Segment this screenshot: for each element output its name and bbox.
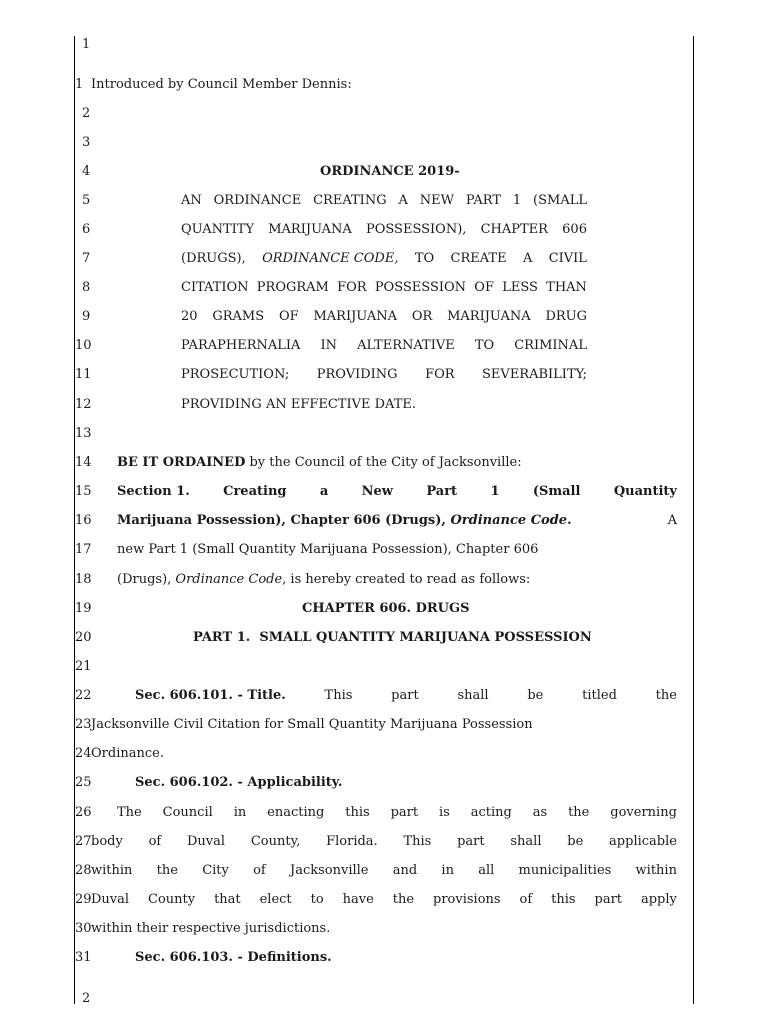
sec102-line xyxy=(91,891,677,909)
word: City xyxy=(202,863,229,878)
word: as xyxy=(532,805,548,820)
line-number: 2 xyxy=(82,106,91,121)
word: FOR xyxy=(337,280,367,295)
word: IN xyxy=(320,338,337,353)
line-number: 20 xyxy=(75,630,92,645)
word: GRAMS xyxy=(212,309,265,324)
doc-line xyxy=(75,774,677,792)
section-heading: Sec. 606.103. - Definitions. xyxy=(135,950,332,965)
word: County xyxy=(148,892,196,907)
text: , is hereby created to read as follows: xyxy=(282,572,531,587)
word: DRUG xyxy=(545,309,587,324)
word: CITATION xyxy=(181,280,249,295)
word: of xyxy=(519,892,533,907)
caption-line xyxy=(181,337,587,355)
word: PROSECUTION; xyxy=(181,367,290,382)
word: that xyxy=(214,892,241,907)
word: OF xyxy=(278,309,299,324)
word: within xyxy=(635,863,677,878)
word: CREATE xyxy=(450,251,507,266)
word: OF xyxy=(474,280,494,295)
caption-line xyxy=(181,221,587,239)
word: 1 xyxy=(490,484,500,499)
word: this xyxy=(345,805,370,820)
word: in xyxy=(233,805,247,820)
right-margin-line xyxy=(693,36,694,1004)
word: be xyxy=(567,834,584,849)
word: Part xyxy=(426,484,458,499)
word: elect xyxy=(259,892,292,907)
word: the xyxy=(156,863,178,878)
line-number: 10 xyxy=(75,338,92,353)
word: CRIMINAL xyxy=(514,338,587,353)
sec101-body: Jacksonville Civil Citation for Small Quantity Marijuana Possession xyxy=(91,717,533,732)
word: PARAPHERNALIA xyxy=(181,338,301,353)
line-number: 31 xyxy=(75,950,92,965)
word: CREATING xyxy=(313,193,387,208)
doc-line xyxy=(75,76,677,94)
word: and xyxy=(392,863,418,878)
doc-line xyxy=(75,192,677,210)
line-number: 5 xyxy=(82,193,91,208)
doc-line xyxy=(75,308,677,326)
introduced-by: Introduced by Council Member Dennis: xyxy=(91,77,352,92)
word: be xyxy=(527,688,544,703)
line-number: 28 xyxy=(75,863,92,878)
word: SEVERABILITY; xyxy=(482,367,587,382)
line-number: 19 xyxy=(75,601,92,616)
word: THAN xyxy=(546,280,587,295)
word: of xyxy=(148,834,162,849)
caption-line xyxy=(181,250,587,268)
enacting-clause xyxy=(117,454,522,472)
word: 606 xyxy=(562,222,587,237)
doc-line xyxy=(75,833,677,851)
word: Jacksonville xyxy=(289,863,369,878)
word: part xyxy=(391,688,419,703)
line-number: 13 xyxy=(75,426,92,441)
word: PROVIDING xyxy=(316,367,398,382)
line-number: 25 xyxy=(75,775,92,790)
sec101-body: Ordinance. xyxy=(91,746,164,761)
word: the xyxy=(568,805,590,820)
enacting-rest: by the Council of the City of Jacksonville: xyxy=(245,455,522,470)
word: (Small xyxy=(532,484,581,499)
line-number: 18 xyxy=(75,572,92,587)
word: provisions xyxy=(433,892,501,907)
word: a xyxy=(319,484,329,499)
word: PROGRAM xyxy=(256,280,329,295)
word: Florida. xyxy=(326,834,378,849)
word: MARIJUANA xyxy=(268,222,352,237)
word: part xyxy=(457,834,485,849)
doc-line xyxy=(75,949,677,967)
line-number: 8 xyxy=(82,280,91,295)
word: A xyxy=(398,193,408,208)
line-number: 11 xyxy=(75,367,92,382)
word: within xyxy=(91,863,133,878)
word: shall xyxy=(510,834,542,849)
word: ORDINANCE xyxy=(213,193,302,208)
word: (SMALL xyxy=(533,193,587,208)
doc-line xyxy=(75,571,677,589)
doc-line xyxy=(75,279,677,297)
sec102-body: within their respective jurisdictions. xyxy=(91,921,331,936)
line-number: 26 xyxy=(75,805,92,820)
word: QUANTITY xyxy=(181,222,255,237)
line-number: 22 xyxy=(75,688,92,703)
word: LESS xyxy=(502,280,538,295)
doc-line xyxy=(75,716,677,734)
part-heading: PART 1. SMALL QUANTITY MARIJUANA POSSESSION xyxy=(193,630,592,645)
word: to xyxy=(310,892,324,907)
line-number: 7 xyxy=(82,251,91,266)
word: 1 xyxy=(512,193,522,208)
word: CIVIL xyxy=(548,251,587,266)
line-number: 30 xyxy=(75,921,92,936)
word: this xyxy=(551,892,576,907)
line-number: 1 xyxy=(75,77,84,92)
word: AN xyxy=(181,193,202,208)
doc-line xyxy=(75,658,677,676)
doc-line xyxy=(75,687,677,705)
doc-line xyxy=(75,600,677,618)
line-number: 4 xyxy=(82,164,91,179)
caption-line xyxy=(181,279,587,297)
word: FOR xyxy=(425,367,455,382)
page-number-top: 1 xyxy=(82,37,91,52)
section1-body: new Part 1 (Small Quantity Marijuana Possession), Chapter 606 xyxy=(117,542,539,557)
doc-line xyxy=(75,541,677,559)
word: apply xyxy=(640,892,677,907)
doc-line xyxy=(75,804,677,822)
word: This xyxy=(324,688,353,703)
word: New xyxy=(361,484,393,499)
line-number: 23 xyxy=(75,717,92,732)
sec101-line xyxy=(135,687,677,705)
line-number: 6 xyxy=(82,222,91,237)
enacting-bold: BE IT ORDAINED xyxy=(117,455,246,470)
caption-line xyxy=(181,308,587,326)
doc-line xyxy=(75,134,677,152)
page-number-bottom: 2 xyxy=(82,991,91,1006)
section1-body xyxy=(117,571,530,589)
word: Creating xyxy=(223,484,287,499)
word: acting xyxy=(470,805,512,820)
heading-fragment xyxy=(117,512,572,530)
section-heading: Sec. 606.102. - Applicability. xyxy=(135,775,343,790)
word: the xyxy=(655,688,677,703)
word: ALTERNATIVE xyxy=(357,338,455,353)
word: (DRUGS), xyxy=(181,251,246,266)
word-italic: ORDINANCE CODE, xyxy=(262,251,399,266)
word: municipalities xyxy=(518,863,612,878)
word: Duval xyxy=(91,892,130,907)
line-number: 14 xyxy=(75,455,92,470)
word: enacting xyxy=(267,805,325,820)
section1-heading-line xyxy=(117,483,677,501)
line-number: 17 xyxy=(75,542,92,557)
line-number: 3 xyxy=(82,135,91,150)
line-number: 27 xyxy=(75,834,92,849)
word: Council xyxy=(162,805,213,820)
doc-line xyxy=(75,629,677,647)
word: Quantity xyxy=(613,484,677,499)
doc-line xyxy=(75,862,677,880)
heading-bold-end: . xyxy=(567,513,572,528)
word: The xyxy=(117,805,142,820)
word: 20 xyxy=(181,309,198,324)
line-number: 24 xyxy=(75,746,92,761)
word: TO xyxy=(414,251,435,266)
section-heading: Sec. 606.101. - Title. xyxy=(135,688,286,703)
word: PART xyxy=(465,193,502,208)
word: titled xyxy=(582,688,617,703)
word: in xyxy=(441,863,454,878)
doc-line xyxy=(75,425,677,443)
word: POSSESSION), xyxy=(365,222,467,237)
doc-line xyxy=(75,366,677,384)
line-number: 9 xyxy=(82,309,91,324)
doc-line xyxy=(75,250,677,268)
sec102-line xyxy=(91,833,677,851)
word: MARIJUANA xyxy=(313,309,397,324)
word: the xyxy=(392,892,415,907)
caption-line xyxy=(181,366,587,384)
word: County, xyxy=(250,834,301,849)
word: A xyxy=(522,251,533,266)
word: Duval xyxy=(187,834,226,849)
word: body xyxy=(91,834,123,849)
word: This xyxy=(403,834,432,849)
word: have xyxy=(342,892,374,907)
doc-line xyxy=(75,337,677,355)
text: (Drugs), xyxy=(117,572,176,587)
doc-line xyxy=(75,891,677,909)
chapter-heading: CHAPTER 606. DRUGS xyxy=(302,601,470,616)
heading-bold-italic: Ordinance Code xyxy=(450,513,568,528)
doc-line xyxy=(75,745,677,763)
doc-line xyxy=(75,512,677,530)
caption-last-line: PROVIDING AN EFFECTIVE DATE. xyxy=(181,397,417,412)
word: A xyxy=(667,513,677,528)
word: applicable xyxy=(609,834,677,849)
word: TO xyxy=(474,338,495,353)
line-number: 15 xyxy=(75,484,92,499)
word: NEW xyxy=(419,193,454,208)
word: OR xyxy=(411,309,433,324)
word: part xyxy=(594,892,623,907)
word: all xyxy=(478,863,495,878)
word: POSSESSION xyxy=(374,280,467,295)
word: CHAPTER xyxy=(480,222,548,237)
word: governing xyxy=(610,805,677,820)
doc-line xyxy=(75,221,677,239)
doc-line xyxy=(75,105,677,123)
word: part xyxy=(390,805,419,820)
doc-line xyxy=(75,163,677,181)
word: is xyxy=(438,805,450,820)
word: MARIJUANA xyxy=(447,309,531,324)
ordinance-title: ORDINANCE 2019- xyxy=(320,164,460,179)
doc-line xyxy=(75,454,677,472)
sec102-line xyxy=(91,862,677,880)
word: shall xyxy=(457,688,489,703)
line-number: 16 xyxy=(75,513,92,528)
text-italic: Ordinance Code xyxy=(175,572,283,587)
sec102-line xyxy=(117,804,677,822)
line-number: 29 xyxy=(75,892,92,907)
line-number: 21 xyxy=(75,659,92,674)
line-number: 12 xyxy=(75,397,92,412)
section1-heading-line xyxy=(117,512,677,530)
heading-bold: Marijuana Possession), Chapter 606 (Drugs), xyxy=(117,513,451,528)
doc-line xyxy=(75,483,677,501)
doc-line xyxy=(75,920,677,938)
caption-line xyxy=(181,192,587,210)
doc-line xyxy=(75,396,677,414)
word: Section 1. xyxy=(117,484,190,499)
word: of xyxy=(253,863,266,878)
